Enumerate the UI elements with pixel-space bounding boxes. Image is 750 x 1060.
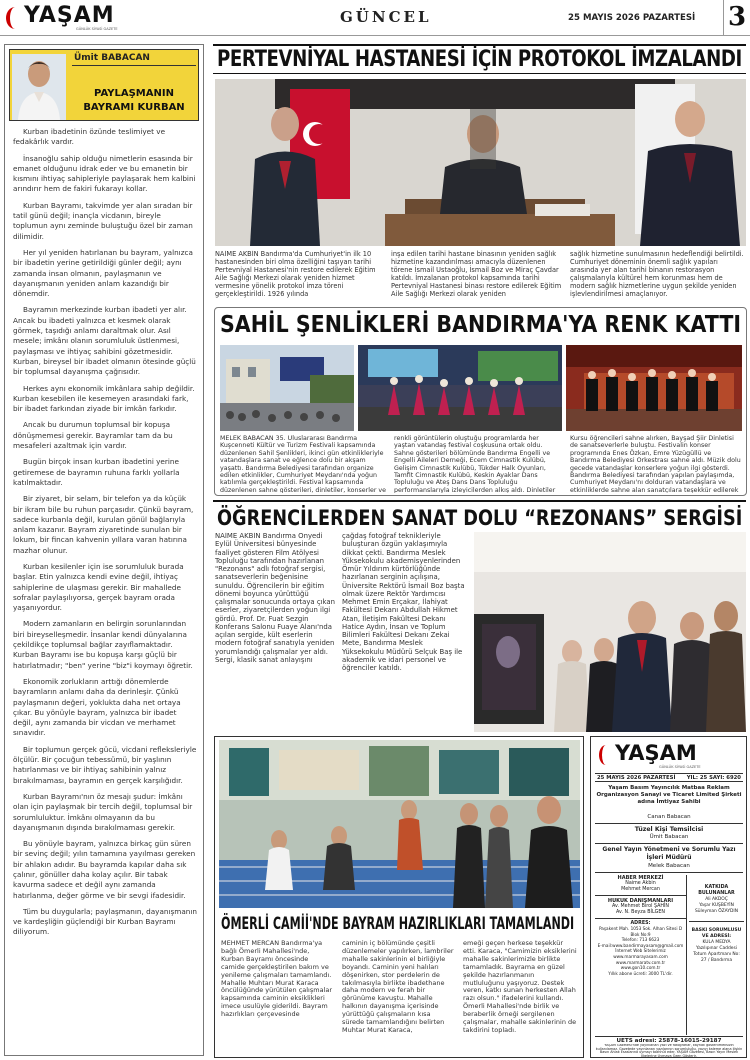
column-paragraph: Modern zamanların en belirgin sorunlarından biri bireyselleşmedir. İnsanlar kendi dünyalarına çekildikçe toplumsal bağlar zayıflamaktadır. Kurban Bayramı ise bu kopuşa karşı güçlü bir hatırlatmadır; "ben" yerine "biz"i koymayı öğretir. [13, 619, 193, 670]
author-photo [12, 54, 66, 120]
story4-headline: ÖMERLİ CAMİİ'NDE BAYRAM HAZIRLIKLARI TAMAMLANDI [221, 914, 575, 934]
story1-photo [215, 79, 746, 246]
story3-headline-box [213, 500, 746, 528]
masthead [0, 0, 750, 36]
column-paragraph: Kurban ibadetinin özünde teslimiyet ve fedakârlık vardır. [13, 127, 166, 147]
uets-address: UETS adresi: 25878-16015-29187 [595, 1036, 743, 1044]
story1-text-col3: sağlık hizmetine sunulmasının hedeflendiği belirtildi. Cumhuriyet döneminin önemli sağlık yapıları arasında yer alan tarihi binanın restorasyon çalışmalarıyla kültürel hem korunması hem de modern sağlık hizmetlerine uygun şekilde yeniden işlevlendirilmesi amaçlanıyor. [570, 250, 744, 299]
column-title-line1: PAYLAŞMANIN [94, 88, 174, 99]
imprint-editor-label: Genel Yayın Yönetmeni ve Sorumlu Yazı İşleri Müdürü [602, 846, 736, 861]
story2-photo-3 [566, 345, 742, 431]
news-center-names: Naime Akbin Mehmet Mercan [621, 881, 660, 892]
story3-text-col1: NAİME AKBİN Bandırma Onyedi Eylül Üniversitesi bünyesinde faaliyet gösteren Film Atölyesi Topluluğu tarafından hazırlanan "Rezonans" adlı fotoğraf sergisi, sanatseverlerin beğenisine sunuldu. Öğrencilerin bir eğitim dönemi boyunca yürüttüğü çalışmalar sonucunda ortaya çıkan eserler, ziyaretçilerden yoğun ilgi gördü. Prof. Dr. Fuat Sezgin Konferans Salonu Fuaye Alanı'nda açılan sergide, kült eserlerin modern fotoğraf sanatıyla yeniden yorumlandığı çalışmalar yer aldı. Sergi, klasik sanat anlayışını [215, 532, 336, 664]
imprint-legal-rep-name: Ümit Babacan [649, 834, 689, 840]
column-body [13, 127, 197, 1052]
story4-text-col2: caminin iç bölümünde çeşitli düzenlemeler yapılırken, lambriler mahalle sakinlerinin el birliğiyle boyandı. Caminin yeni halıları döşenirken, stor perdelerin de takılmasıyla birlikte ibadethane daha modern ve ferah bir görünüme kavuştu. Mahalle halkının dayanışma içerisinde yürüttüğü çalışmaların kısa sürede tamamlandığını belirten Muhtar Murat Karaca, [342, 940, 454, 1034]
imprint-date-bar [595, 773, 743, 782]
story1-headline-box [213, 44, 746, 74]
imprint-logo [599, 741, 739, 771]
column-paragraph: Ekonomik zorlukların arttığı dönemlerde bayramların anlamı daha da derinleşir. Çünkü paylaşmanın değeri, yoklukta daha net ortaya çıkar. Bu yönüyle bayram, yalnızca bir ibadet değil, aynı zamanda bir vicdan ve merhamet sınavıdır. [13, 676, 181, 738]
imprint-box [590, 736, 747, 1058]
story1-text-col1: NAİME AKBİN Bandırma'da Cumhuriyet'in ilk 10 hastanesinden biri olma özelliğini taşıyan tarihi Pertevniyal Hastanesi'nin restore edilerek Eğitim Aile Sağlığı Merkezi olarak yeniden hizmet vermesine yönelik protokol imza töreni gerçekleştirildi. 1926 yılında [215, 250, 376, 299]
column-paragraph: Ancak bu durumun toplumsal bir kopuşa dönüşmemesi gerekir. Bayramlar tam da bu mesafeleri azaltmak için vardır. [13, 420, 173, 451]
imprint-footer-note: YAŞAM Gazetesi'nde yayınlanan yazı ve fotoğraflar, kaynak gösterilmeksizin kullanılamaz. Gazetede yayınlanan yazılarının sorumluluğu, yazıyı kaleme alana ilişkin Basın Ahlak Esaslarına uymayı taahhüt eder. YAŞAM Gazetesi, Basın Yayın Meslek İlkelerine Uymaya Özen Gösterir. [595, 1044, 743, 1058]
masthead-logo [6, 3, 171, 31]
contributors-label: KATKIDA BULUNANLAR [698, 885, 735, 896]
imprint-swoosh-icon [599, 745, 613, 765]
page-number-box [723, 0, 750, 35]
imprint-legal-rep-label: Tüzel Kişi Temsilcisi [634, 826, 704, 833]
column-paragraph: Bir toplumun gerçek gücü, vicdani refleksleriyle ölçülür. Bir çocuğun tebessümü, bir yaşlının hatırlanması ve bir ihtiyaç sahibinin yalnız bırakılmaması, bayramın en gerçek karşılığıdır. [13, 744, 197, 785]
column-header [9, 49, 199, 121]
column-paragraph: Bir ziyaret, bir selam, bir telefon ya da küçük bir ikram bile bu ruhun parçasıdır. Çünkü bayram, sadece kurbanla değil, kurulan gönül bağlarıyla anlam kazanır. Bayram ziyaretinde sunulan bir lokum, bir fincan kahvenin yıllara varan hatırına mazhar olunur. [13, 494, 194, 555]
address-text: Paşakent Mah. 1053 Sok. Alhan Sitesi D Blok No:9 Telefon: 713 6623 E-mail:www.bandirmayasam@gmail.com İnternet Web Sitelerimiz www.marmarayasam.com www.marmaratv.com.tr www.gon10.com.tr Yıllık abone ücreti: 3000 TL'dir. [597, 926, 684, 976]
column-paragraph: Kurban Bayramı, takvimde yer alan sıradan bir tatil günü değil; inançla vicdanın, bireyle toplumun aynı zeminde buluştuğu özel bir zaman dilimidir. [13, 200, 193, 241]
story2-text-col1: MELEK BABACAN 35. Uluslararası Bandırma Kuşcenneti Kültür ve Turizm Festivali kapsamında düzenlenen Sahil Şenlikleri, ikinci gün etkinlikleriyle vatandaşlara sanat ve eğlence dolu bir akşam yaşattı. Bandırma Belediyesi tarafından organize edilen etkinlikler, Cumhuriyet Meydanı'nda yoğun katılımla gerçekleştirildi. Festival kapsamında düzenlenen sahne gösterileri, dinletiler, konserler ve [220, 435, 387, 493]
imprint-editor-name: Melek Babacan [648, 863, 690, 869]
address-label: ADRES: [630, 921, 651, 926]
issue-date: 25 MAYIS 2026 PAZARTESİ [568, 13, 696, 23]
imprint-divider-6 [689, 921, 744, 922]
imprint-right-col [689, 875, 744, 1035]
story4-text-col3: emeği geçen herkese teşekkür etti. Karaca, "Camimizin eksiklerini mahalle sakinlerimizle birlikte tamamladık. Bayrama en güzel şekilde hazırlanmanın mutluluğunu yaşıyoruz. Destek veren, katkı sunan herkesten Allah razı olsun." ifadelerini kullandı. Ömerli Mahallesi'nde birlik ve beraberlik örneği sergilenen çalışmalar, mahalle sakinlerinin de takdirini topladı. [463, 940, 577, 1034]
story2-headline: SAHİL ŞENLİKLERİ BANDIRMA'YA RENK KATTI [220, 312, 742, 338]
column-paragraph: Herkes aynı ekonomik imkânlara sahip değildir. Kurban kesebilen ile kesemeyen arasındaki fark, bir ibadet farkından ziyade bir imkân farkıdır. [13, 383, 195, 414]
print-label: BASKI SORUMLUSU VE ADRESİ: [691, 928, 742, 939]
column-paragraph: Bu yönüyle bayram, yalnızca birkaç gün süren bir sevinç değil; yılın tamamına yayılması gereken bir ahlakın adıdır. Bu bayramda kapılar daha sık çalınır, gönüller daha kolay açılır. Bir tabak kavurma sadece et değil aynı zamanda hatırlanma, değer görme ve bir sevgi ifadesidir. [13, 839, 196, 900]
logo-text: YAŞAM [24, 3, 115, 28]
column-paragraph: Bugün birçok insan kurban ibadetini yerine getiremese de bayramın ruhuna farklı yollarla katılmaktadır. [13, 457, 180, 487]
column-paragraph: Kurban kesilenler için ise sorumluluk burada başlar. Etin yalnızca kendi evine değil, ihtiyaç sahiplerine de ulaşması gerekir. Bir mahallede sofralar paylaşılıyorsa, gerçek bayram orada yaşanıyordur. [13, 561, 184, 613]
column-paragraph: Kurban Bayramı'nın öz mesajı şudur: İmkânı olan için paylaşmak bir tercih değil, toplumsal bir sorumluluktur. İmkânı olmayanın da bu dayanışmanın dışında bırakılmaması gerekir. [13, 791, 193, 832]
logo-subtitle: GÜNLÜK SİYASİ GAZETE [76, 27, 118, 31]
legal-advisors-label: HUKUK DANIŞMANLARI [607, 898, 674, 904]
imprint-divider-3 [595, 872, 743, 873]
story2-headline-box [216, 310, 745, 340]
story3-photo [474, 532, 746, 732]
author-name: Ümit BABACAN [74, 53, 150, 63]
story3-headline: ÖĞRENCİLERDEN SANAT DOLU “REZONANS” SERGİSİ [217, 506, 743, 530]
story2-text-col3: Kursu öğrencileri sahne alırken, Bayşad Şiir Dinletisi de sanatseverlerle buluştu. Festivalin konser programında Enes Özkan, Emre Yüzügüllü ve Bandırma Belediyesi Orkestrası sahne aldı. Müzik dolu gecede vatandaşlar konserlere yoğun ilgi gösterdi. Bandırma Belediyesi tarafından yapılan paylaşımda, Cumhuriyet Meydanı'nı dolduran vatandaşlara ve etkinliklerde sahne alan sanatçılara teşekkür edilerek [570, 435, 741, 493]
story4-photo [219, 740, 580, 908]
imprint-left-col [595, 875, 687, 1035]
imprint-divider-1 [595, 823, 743, 824]
author-avatar [12, 54, 66, 120]
story3-text-col2: çağdaş fotoğraf teknikleriyle buluşturan özgün yaklaşımıyla dikkat çekti. Bandırma Meslek Yüksekokulu akademisyenlerinden Ömür Yıldırım kürtörlüğünde hazırlanan serginin açılışına, Üniversite Rektörü İsmail Boz başta olmak üzere Rektör Yardımcısı Mehmet Emin Erçakar, İlahiyat Fakültesi Dekanı Abdullah Hikmet Atan, İletişim Fakültesi Dekanı Hatice Aydın, İnsan ve Toplum Bilimleri Fakültesi Dekanı Zekai Mete, Bandırma Meslek Yüksekokulu Müdürü Selçuk Baş ile akademik ve idari personel ve öğrenciler katıldı. [342, 532, 465, 672]
story1-text-col2: inşa edilen tarihi hastane binasının yeniden sağlık hizmetine kazandırılması amacıyla düzenlenen törene İsmail Ustaoğlu, İsmail Boz ve Miraç Çavdar katıldı. İmzalanan protokol kapsamında tarihi Pertevniyal Hastanesi binası restore edilerek Eğitim Aile Sağlığı Merkezi olarak yeniden [391, 250, 562, 299]
legal-advisors-names: Av. Mehmet Birol ŞAHİN Av. N. Beyza BİLGEN [612, 904, 669, 915]
column-paragraph: Tüm bu duygularla; paylaşmanın, dayanışmanın ve kardeşliğin güçlendiği bir Kurban Bayramı diliyorum. [13, 906, 197, 937]
author-underline [72, 65, 196, 66]
story1-headline: PERTEVNİYAL HASTANESİ İÇİN PROTOKOL İMZALANDI [217, 47, 742, 72]
imprint-divider-4 [595, 895, 686, 896]
imprint-owner-name: Canan Babacan [647, 814, 691, 820]
column-title-line2: BAYRAMI KURBAN [83, 102, 185, 113]
imprint-divider-5 [595, 918, 686, 919]
story2-photo-2 [358, 345, 562, 431]
imprint-divider-2 [595, 843, 743, 844]
imprint-logo-subtitle: GÜNLÜK SİYASİ GAZETE [659, 765, 701, 769]
imprint-year-issue: YIL: 25 SAYI: 6920 [686, 775, 741, 781]
print-text: KULA MEDYA Yazılıpınar Caddesi Totum Apartmanı No: 27 / Bandırma [693, 940, 740, 963]
logo-swoosh-icon [6, 7, 24, 29]
imprint-logo-text: YAŞAM [615, 741, 697, 765]
imprint-date: 25 MAYIS 2026 PAZARTESİ [597, 775, 676, 781]
page-number: 3 [727, 2, 747, 32]
section-title: GÜNCEL [340, 8, 432, 26]
column-paragraph: Her yıl yeniden hatırlanan bu bayram, yalnızca bir ibadetin yerine getirildiği günler değil; aynı zamanda insan olmanın, paylaşmanın ve dayanışmanın yeniden anlam kazandığı bir dönemdir. [13, 247, 193, 299]
contributors-names: Ali AKDOÇ Yaşar KUŞBEYİN Süleyman ÖZAYDIN [694, 897, 738, 914]
column-paragraph: İnsanoğlu sahip olduğu nimetlerin esasında bir emanet olduğunu idrak eder ve bu emanetin bir kısmını ihtiyaç sahipleriyle paylaşarak hem kalbini arındırır hem de fakiri fukarayı kollar. [13, 153, 196, 194]
opinion-column [4, 44, 204, 1056]
column-paragraph: Bayramın merkezinde kurban ibadeti yer alır. Ancak bu ibadeti yalnızca et kesmek olarak görmek, taşıdığı anlamı daraltmak olur. Asıl mesele; imkânı olanın sorumluluk üstlenmesi, paylaşması ve ihtiyaç sahibini gözetmesidir. Kurban, bireysel bir ibadet olmanın ötesinde güçlü bir toplumsal dayanışma çağrısıdır. [13, 305, 196, 377]
imprint-owner-text: Yaşam Basım Yayıncılık Matbaa Reklam Organizasyon Sanayi ve Ticaret Limited Şirketi adına İmtiyaz Sahibi [596, 785, 742, 805]
story2-text-col2: renkli görüntülerin oluştuğu programlarda her yaştan vatandaş festival coşkusuna ortak oldu. Sahne gösterileri bölümünde Bandırma Engelli ve Engelli Aileleri Derneği, Ecem Cimnastik Kulübü, Gelişim Cimnastik Kulübü, Tükder Halk Oyunları, Tamfit Cimnastik Kulübü, Keskin Ayaklar Dans Topluluğu ve Ateş Dans Dans Topluluğu performanslarıyla izleyicilerden alkış aldı. Dinletiler [394, 435, 556, 493]
story2-photo-1 [220, 345, 354, 431]
news-center-label: HABER MERKEZİ [617, 875, 664, 881]
story4-text-col1: MEHMET MERCAN Bandırma'ya bağlı Ömerli Mahallesi'nde, Kurban Bayramı öncesinde camide gerçekleştirilen bakım ve yenileme çalışmaları tamamlandı. Mahalle Muhtarı Murat Karaca öncülüğünde yürütülen çalışmalar kapsamında caminin eksiklikleri imece usulüyle giderildi. Bayram hazırlıkları çerçevesinde [221, 940, 333, 1019]
story4-headline-box [219, 912, 580, 938]
